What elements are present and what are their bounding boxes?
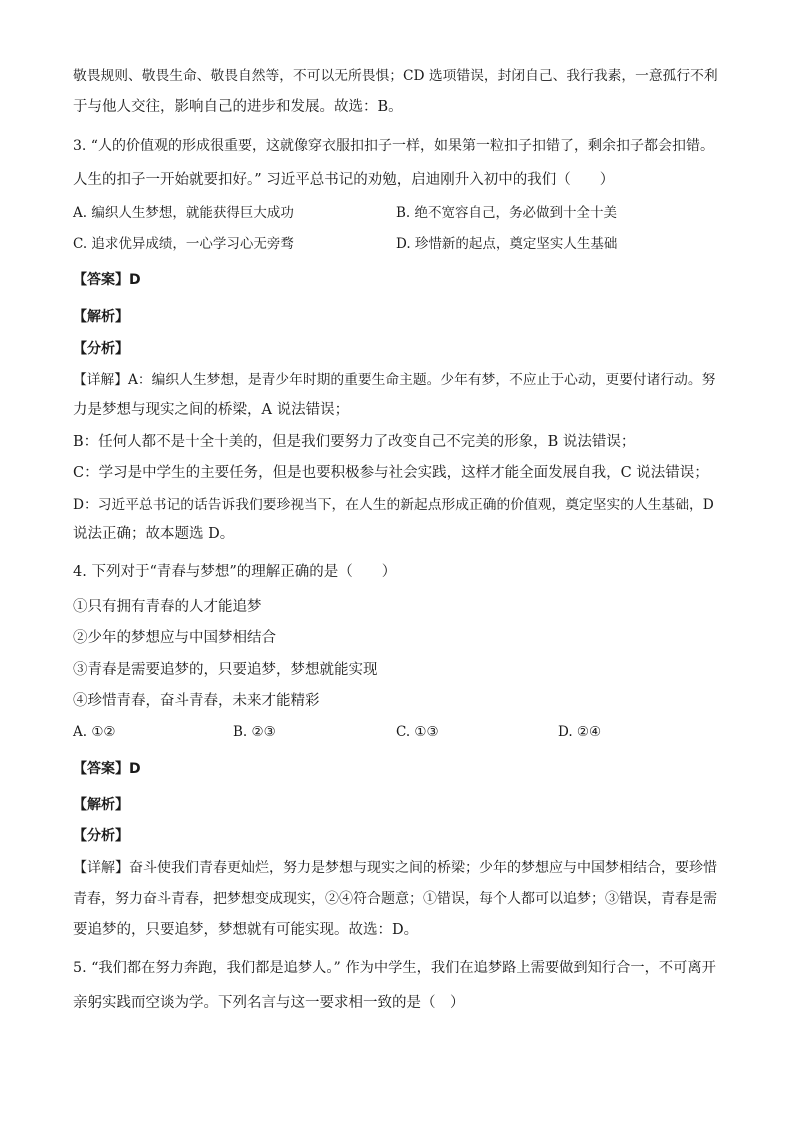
intro-line-1: 敬畏规则、敬畏生命、敬畏自然等，不可以无所畏惧；CD 选项错误，封闭自己、我行我素，一意孤行不利 [73, 68, 718, 84]
q4-option-d: D. ②④ [558, 724, 602, 740]
q4-detail-line-2: 青春，努力奋斗青春，把梦想变成现实，②④符合题意；①错误，每个人都可以追梦；③错误，青春是需 [73, 891, 717, 907]
q3-detail-line-5: D：习近平总书记的话告诉我们要珍视当下，在人生的新起点形成正确的价值观，奠定坚实的人生基础，D [73, 497, 714, 513]
q3-answer: 【答案】D [73, 272, 141, 288]
q3-stem-line-2: 人生的扣子一开始就要扣好。” 习近平总书记的劝勉，启迪刚升入初中的我们（ ） [73, 172, 615, 188]
q3-fenxi-label: 【分析】 [73, 341, 129, 357]
q3-option-b: B. 绝不宽容自己，务必做到十全十美 [396, 205, 618, 221]
q4-fenxi-label: 【分析】 [73, 828, 129, 844]
q3-detail-line-6: 说法正确；故本题选 D。 [73, 526, 235, 542]
q3-detail-line-1: 【详解】A：编织人生梦想，是青少年时期的重要生命主题。少年有梦，不应止于心动，更要付诸行动。努 [73, 372, 716, 388]
q3-stem-line-1: 3. “人的价值观的形成很重要，这就像穿衣服扣扣子一样，如果第一粒扣子扣错了，剩余扣子都会扣错。 [73, 138, 714, 154]
q3-option-a: A. 编织人生梦想，就能获得巨大成功 [73, 205, 294, 221]
q5-stem-line-1: 5. “我们都在努力奔跑，我们都是追梦人。” 作为中学生，我们在追梦路上需要做到知行合一，不可离开 [73, 960, 716, 976]
q3-detail-line-2: 力是梦想与现实之间的桥梁，A 说法错误； [73, 402, 350, 418]
q4-answer: 【答案】D [73, 761, 141, 777]
q3-option-d: D. 珍惜新的起点，奠定坚实人生基础 [396, 236, 618, 252]
q4-detail-line-3: 要追梦的，只要追梦，梦想就有可能实现。故选：D。 [73, 922, 419, 938]
q4-item-4: ④珍惜青春，奋斗青春，未来才能精彩 [73, 693, 320, 709]
q4-option-a: A. ①② [73, 724, 116, 740]
q4-option-b: B. ②③ [233, 724, 276, 740]
q4-detail-line-1: 【详解】奋斗使我们青春更灿烂，努力是梦想与现实之间的桥梁；少年的梦想应与中国梦相结合，要珍惜 [73, 860, 717, 876]
q4-analysis-label: 【解析】 [73, 797, 129, 813]
q5-stem-line-2: 亲躬实践而空谈为学。下列名言与这一要求相一致的是（ ） [73, 995, 465, 1011]
q4-item-1: ①只有拥有青春的人才能追梦 [73, 599, 262, 615]
q4-item-2: ②少年的梦想应与中国梦相结合 [73, 630, 276, 646]
q4-option-c: C. ①③ [396, 724, 439, 740]
intro-line-2: 于与他人交往，影响自己的进步和发展。故选：B。 [73, 99, 403, 115]
q3-detail-line-3: B：任何人都不是十全十美的，但是我们要努力了改变自己不完美的形象，B 说法错误； [73, 434, 636, 450]
q3-option-c: C. 追求优异成绩，一心学习心无旁骛 [73, 236, 294, 252]
q4-item-3: ③青春是需要追梦的，只要追梦，梦想就能实现 [73, 662, 378, 678]
q4-stem: 4. 下列对于“青春与梦想”的理解正确的是（ ） [73, 564, 397, 580]
q3-detail-line-4: C：学习是中学生的主要任务，但是也要积极参与社会实践，这样才能全面发展自我，C 说法错误； [73, 465, 709, 481]
q3-analysis-label: 【解析】 [73, 309, 129, 325]
